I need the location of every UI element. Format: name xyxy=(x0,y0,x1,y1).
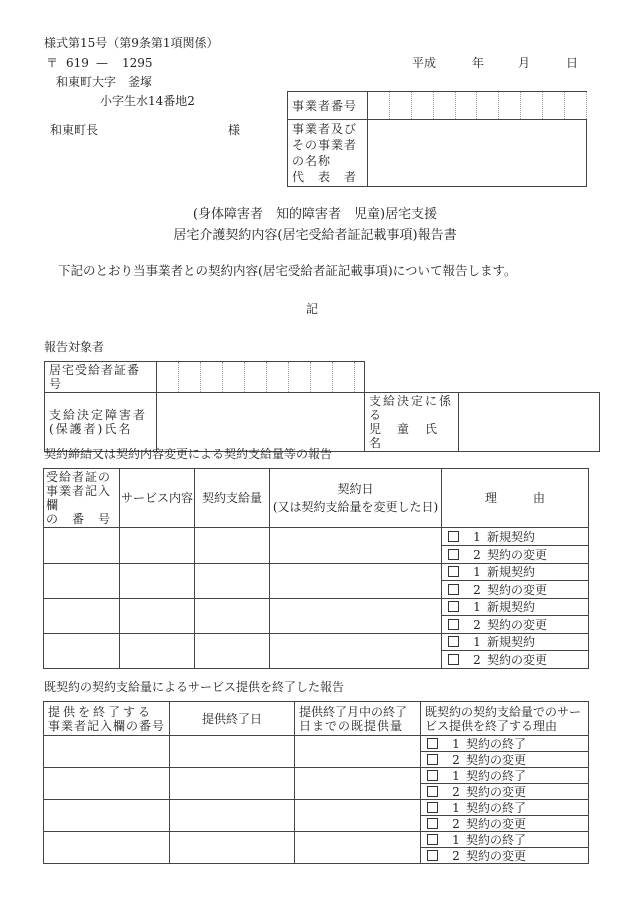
contract-service-field[interactable] xyxy=(120,528,195,564)
termination-col-reason: 既契約の契約支給量でのサー ビス提供を終了する理由 xyxy=(421,702,589,736)
contract-amount-field[interactable] xyxy=(195,634,270,669)
contract-cert-field[interactable] xyxy=(44,634,120,669)
operator-number-digit[interactable] xyxy=(543,92,565,120)
termination-provided-field[interactable] xyxy=(295,736,421,768)
form-number: 様式第15号（第9条第1項関係） xyxy=(44,36,219,50)
operator-number-digit[interactable] xyxy=(565,92,587,120)
checkbox[interactable] xyxy=(427,850,438,861)
cert-number-digit[interactable] xyxy=(355,362,365,393)
date-month-label: 月 xyxy=(518,56,531,70)
address-line-2: 小字生水14番地2 xyxy=(100,94,195,108)
termination-reason-option[interactable]: 2 契約の変更 xyxy=(421,848,589,864)
postal-code-suffix: 1295 xyxy=(122,56,153,70)
checkbox[interactable] xyxy=(448,566,459,577)
postal-code-prefix: 619 xyxy=(66,56,89,70)
cert-number-digit[interactable] xyxy=(333,362,355,393)
termination-heading: 既契約の契約支給量によるサービス提供を終了した報告 xyxy=(44,680,345,694)
termination-table xyxy=(43,701,589,864)
contract-col-amount: 契約支給量 xyxy=(195,469,270,528)
honorific: 様 xyxy=(228,123,241,137)
operator-number-label: 事業者番号 xyxy=(288,92,368,120)
address-line-1: 和東町大字 釜塚 xyxy=(56,75,153,89)
termination-provided-field[interactable] xyxy=(295,832,421,864)
contract-date-field[interactable] xyxy=(270,564,442,599)
termination-number-field[interactable] xyxy=(44,736,170,768)
operator-number-digit[interactable] xyxy=(455,92,477,120)
termination-reason-option[interactable]: 1 契約の終了 xyxy=(421,736,589,752)
contract-cert-field[interactable] xyxy=(44,599,120,634)
operator-number-digit[interactable] xyxy=(521,92,543,120)
checkbox[interactable] xyxy=(427,770,438,781)
termination-provided-field[interactable] xyxy=(295,800,421,832)
contract-service-field[interactable] xyxy=(120,599,195,634)
termination-provided-field[interactable] xyxy=(295,768,421,800)
operator-number-digit[interactable] xyxy=(433,92,455,120)
reason-option[interactable]: 1 新規契約 xyxy=(442,564,589,581)
operator-number-digit[interactable] xyxy=(477,92,499,120)
operator-number-digit[interactable] xyxy=(411,92,433,120)
contract-cert-field[interactable] xyxy=(44,564,120,599)
mayor-addressee: 和東町長 xyxy=(50,123,99,137)
checkbox[interactable] xyxy=(427,738,438,749)
reason-option[interactable]: 2 契約の変更 xyxy=(442,546,589,564)
checkbox[interactable] xyxy=(427,802,438,813)
title-line-2: 居宅介護契約内容(居宅受給者証記載事項)報告書 xyxy=(173,228,457,243)
checkbox[interactable] xyxy=(448,636,459,647)
checkbox[interactable] xyxy=(448,601,459,612)
contract-service-field[interactable] xyxy=(120,564,195,599)
checkbox[interactable] xyxy=(427,834,438,845)
date-day-label: 日 xyxy=(566,56,579,70)
termination-end-date-field[interactable] xyxy=(170,736,295,768)
reason-option[interactable]: 2 契約の変更 xyxy=(442,581,589,599)
operator-name-field[interactable] xyxy=(368,120,587,187)
contract-cert-field[interactable] xyxy=(44,528,120,564)
termination-col-provided: 提供終了月中の終了 日までの既提供量 xyxy=(295,702,421,736)
reason-option[interactable]: 2 契約の変更 xyxy=(442,651,589,669)
contract-col-date: 契約日 (又は契約支給量を変更した日) xyxy=(270,469,442,528)
termination-reason-option[interactable]: 2 契約の変更 xyxy=(421,752,589,768)
child-name-label: 支給決定に係る 児 童 氏 名 xyxy=(365,393,459,452)
checkbox[interactable] xyxy=(448,549,459,560)
termination-reason-option[interactable]: 1 契約の終了 xyxy=(421,800,589,816)
termination-reason-option[interactable]: 1 契約の終了 xyxy=(421,832,589,848)
termination-number-field[interactable] xyxy=(44,832,170,864)
termination-reason-option[interactable]: 1 契約の終了 xyxy=(421,768,589,784)
checkbox[interactable] xyxy=(448,619,459,630)
cert-number-digit[interactable] xyxy=(223,362,245,393)
termination-number-field[interactable] xyxy=(44,800,170,832)
contract-date-field[interactable] xyxy=(270,528,442,564)
operator-number-digit[interactable] xyxy=(368,92,390,120)
subject-heading: 報告対象者 xyxy=(44,340,105,354)
postal-mark: 〒 xyxy=(46,56,59,70)
cert-number-digit[interactable] xyxy=(201,362,223,393)
termination-end-date-field[interactable] xyxy=(170,768,295,800)
cert-number-digit[interactable] xyxy=(311,362,333,393)
checkbox[interactable] xyxy=(427,754,438,765)
contract-amount-field[interactable] xyxy=(195,599,270,634)
subject-table xyxy=(44,361,600,452)
termination-number-field[interactable] xyxy=(44,768,170,800)
operator-name-label: 事業者及び その事業者 の名称 代 表 者 xyxy=(288,120,368,187)
reason-option[interactable]: 2 契約の変更 xyxy=(442,616,589,634)
contract-date-field[interactable] xyxy=(270,599,442,634)
termination-reason-option[interactable]: 2 契約の変更 xyxy=(421,816,589,832)
operator-number-digit[interactable] xyxy=(389,92,411,120)
cert-number-digit[interactable] xyxy=(179,362,201,393)
ki-mark: 記 xyxy=(306,302,319,316)
contract-col-reason: 理 由 xyxy=(442,469,589,528)
termination-end-date-field[interactable] xyxy=(170,832,295,864)
contract-heading: 契約締結又は契約内容変更による契約支給量等の報告 xyxy=(44,447,333,461)
child-name-field[interactable] xyxy=(459,393,600,452)
cert-number-digit[interactable] xyxy=(157,362,179,393)
recipient-name-label: 支給決定障害者 (保護者)氏名 xyxy=(45,393,157,452)
title-line-1: (身体障害者 知的障害者 児童)居宅支援 xyxy=(192,207,438,222)
reason-option[interactable]: 1 新規契約 xyxy=(442,599,589,616)
contract-date-field[interactable] xyxy=(270,634,442,669)
reason-option[interactable]: 1 新規契約 xyxy=(442,528,589,546)
contract-amount-field[interactable] xyxy=(195,564,270,599)
cert-number-digit[interactable] xyxy=(245,362,267,393)
checkbox[interactable] xyxy=(448,654,459,665)
operator-number-digit[interactable] xyxy=(499,92,521,120)
contract-table xyxy=(43,468,589,669)
contract-amount-field[interactable] xyxy=(195,528,270,564)
operator-box xyxy=(287,91,587,187)
contract-col-service: サービス内容 xyxy=(120,469,195,528)
checkbox[interactable] xyxy=(427,818,438,829)
contract-service-field[interactable] xyxy=(120,634,195,669)
recipient-name-field[interactable] xyxy=(157,393,365,452)
termination-col-end-date: 提供終了日 xyxy=(170,702,295,736)
termination-reason-option[interactable]: 2 契約の変更 xyxy=(421,784,589,800)
intro-text: 下記のとおり当事業者との契約内容(居宅受給者証記載事項)について報告します。 xyxy=(58,263,517,278)
checkbox[interactable] xyxy=(427,786,438,797)
checkbox[interactable] xyxy=(448,584,459,595)
termination-end-date-field[interactable] xyxy=(170,800,295,832)
reason-option[interactable]: 1 新規契約 xyxy=(442,634,589,651)
cert-number-digit[interactable] xyxy=(267,362,289,393)
termination-col-number: 提供を終了する 事業者記入欄の番号 xyxy=(44,702,170,736)
postal-dash: — xyxy=(96,56,108,70)
checkbox[interactable] xyxy=(448,531,459,542)
cert-number-digit[interactable] xyxy=(289,362,311,393)
date-era: 平成 xyxy=(412,56,437,70)
contract-col-cert-number: 受給者証の 事業者記入欄 の 番 号 xyxy=(44,469,120,528)
date-year-label: 年 xyxy=(472,56,485,70)
cert-number-label: 居宅受給者証番号 xyxy=(45,362,157,393)
